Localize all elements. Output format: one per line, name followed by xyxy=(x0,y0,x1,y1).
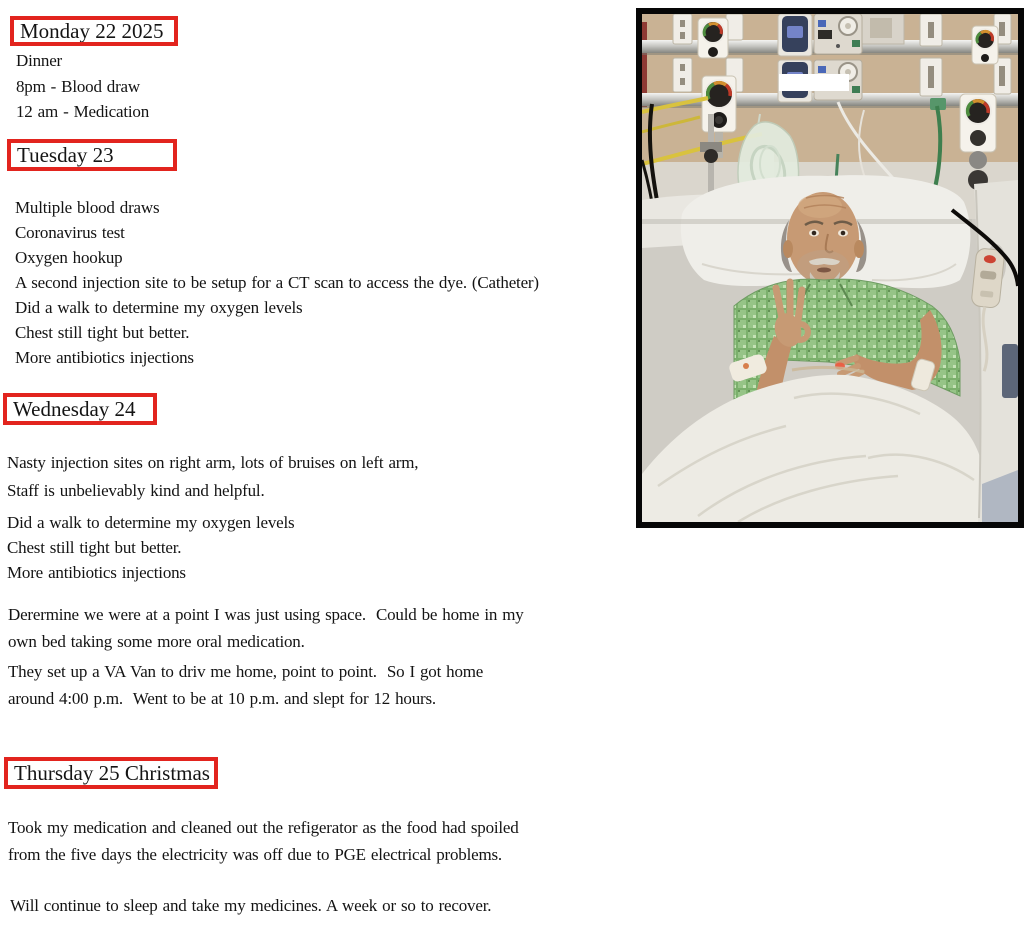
journal-line: Derermine we were at a point I was just using space. Could be home in my xyxy=(8,605,524,624)
journal-line: 12 am - Medication xyxy=(16,102,150,121)
journal-line: 8pm - Blood draw xyxy=(16,77,140,96)
hospital-photo-illustration xyxy=(642,14,1018,522)
journal-line: A second injection site to be setup for a CT scan to access the dye. (Catheter) xyxy=(15,273,539,292)
journal-line: Dinner xyxy=(16,51,63,70)
redacted-label xyxy=(779,74,849,91)
journal-line: Chest still tight but better. xyxy=(7,538,182,557)
journal-line: Chest still tight but better. xyxy=(15,323,190,342)
journal-line: Did a walk to determine my oxygen levels xyxy=(7,513,295,532)
journal-line: Will continue to sleep and take my medicines. A week or so to recover. xyxy=(10,896,492,915)
journal-line: Did a walk to determine my oxygen levels xyxy=(15,298,303,317)
date-heading-text: Thursday 25 Christmas xyxy=(14,760,210,785)
journal-line: Took my medication and cleaned out the refigerator as the food had spoiled xyxy=(8,818,519,837)
journal-line: own bed taking some more oral medication. xyxy=(8,632,305,651)
journal-line: Staff is unbelievably kind and helpful. xyxy=(7,481,265,500)
date-heading-text: Wednesday 24 xyxy=(13,396,136,421)
date-box-wednesday xyxy=(3,393,157,425)
journal-line: Multiple blood draws xyxy=(15,198,160,217)
date-box-tuesday xyxy=(7,139,177,171)
journal-line: More antibiotics injections xyxy=(7,563,186,582)
date-heading-text: Tuesday 23 xyxy=(17,142,114,167)
journal-line: Coronavirus test xyxy=(15,223,125,242)
journal-line: More antibiotics injections xyxy=(15,348,194,367)
date-box-thursday xyxy=(4,757,218,789)
journal-line: Nasty injection sites on right arm, lots of bruises on left arm, xyxy=(7,453,419,472)
hospital-bed-photo xyxy=(636,8,1024,528)
journal-line: around 4:00 p.m. Went to be at 10 p.m. and slept for 12 hours. xyxy=(8,689,436,708)
date-heading-text: Monday 22 2025 xyxy=(20,18,164,43)
journal-line: Oxygen hookup xyxy=(15,248,123,267)
journal-line: They set up a VA Van to driv me home, point to point. So I got home xyxy=(8,662,484,681)
date-box-monday xyxy=(10,16,178,46)
journal-line: from the five days the electricity was off due to PGE electrical problems. xyxy=(8,845,502,864)
